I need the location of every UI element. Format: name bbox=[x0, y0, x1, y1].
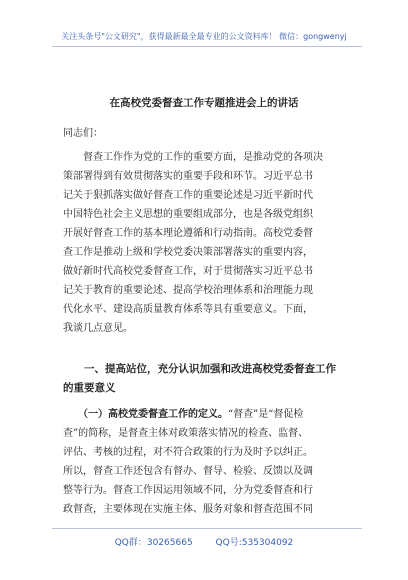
text-line: 中国特色社会主义思想的重要组成部分，也是各级党组织 bbox=[63, 209, 313, 220]
header-promo-note: 关注头条号"公文研究"，获得最新最全最专业的公文资料库！ 微信：gongwenyj bbox=[61, 32, 347, 41]
heading-line: 一、提高站位，充分认识加强和改进高校党委督查工作 bbox=[63, 363, 336, 375]
text-line: 查工作是推动上级和学校党委决策部署落实的重要内容， bbox=[63, 247, 313, 258]
heading-line: 的重要意义 bbox=[63, 382, 116, 394]
qq-group: QQ群：30265665 bbox=[114, 538, 193, 548]
text-line: 代化水平、建设高质量教育体系等具有重要意义。下面， bbox=[63, 304, 313, 315]
header-divider bbox=[52, 46, 362, 47]
text-line: 所以，督查工作还包含有督办、督导、检验、反馈以及调 bbox=[63, 466, 313, 477]
text-line: 策部署得到有效贯彻落实的重要手段和环节。习近平总书 bbox=[63, 171, 313, 182]
subsection-text: “督查”是“督促检 bbox=[228, 409, 304, 420]
text-line: 记关于教育的重要论述、提高学校治理体系和治理能力现 bbox=[63, 285, 313, 296]
text-line: 评估、考核的过程，对不符合政策的行为及时予以纠正。 bbox=[63, 447, 313, 458]
document-title: 在高校党委督查工作专题推进会上的讲话 bbox=[109, 97, 299, 109]
text-line: 开展好督查工作的基本理论遵循和行动指南。高校党委督 bbox=[63, 228, 313, 239]
qq-number: QQ号:535304092 bbox=[215, 538, 294, 548]
paragraph-definition bbox=[63, 405, 313, 519]
text-line: 做好新时代高校党委督查工作，对于贯彻落实习近平总书 bbox=[63, 266, 313, 277]
text-line bbox=[63, 405, 313, 424]
section-heading-1 bbox=[63, 360, 336, 398]
text-line: 记关于狠抓落实做好督查工作的重要论述是习近平新时代 bbox=[63, 190, 313, 201]
paragraph-intro bbox=[63, 148, 323, 338]
text-line: 整等行为。督查工作因运用领域不同，分为党委督查和行 bbox=[63, 485, 313, 496]
text-line: 政督查，主要体现在实施主体、服务对象和督查范围不同 bbox=[63, 504, 313, 515]
footer-divider bbox=[52, 528, 362, 529]
text-line: 我谈几点意见。 bbox=[63, 323, 133, 334]
subsection-label: （一）高校党委督查工作的定义。 bbox=[63, 409, 228, 420]
footer-contact bbox=[0, 535, 408, 548]
text-line: 查”的简称，是督查主体对政策落实情况的检查、监督、 bbox=[63, 428, 309, 439]
salutation: 同志们： bbox=[63, 128, 103, 139]
text-line: 督查工作作为党的工作的重要方面，是推动党的各项决 bbox=[63, 152, 323, 163]
